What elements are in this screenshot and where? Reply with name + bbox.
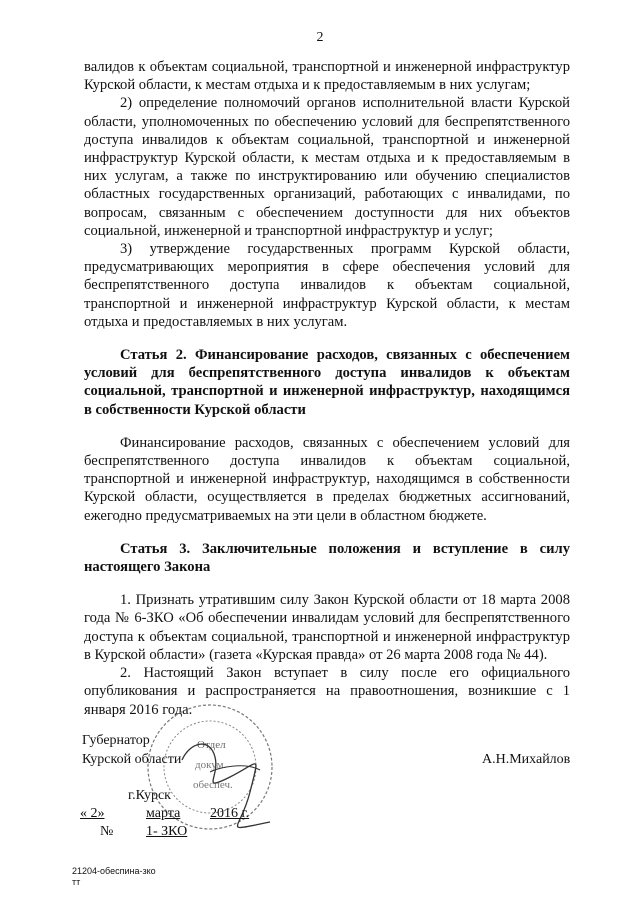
svg-text:докум.: докум. bbox=[195, 759, 227, 771]
article-3-heading: Статья 3. Заключительные положения и вступление в силу настоящего Закона bbox=[84, 540, 570, 576]
svg-text:Отдел: Отдел bbox=[197, 739, 226, 751]
footer-initials: тт bbox=[72, 877, 81, 887]
document-footer bbox=[72, 866, 156, 888]
article-3-item-2: 2. Настоящий Закон вступает в силу после его официального опубликования и распространяется на правоотношения, возникшие с 1 января 2016 года. bbox=[84, 665, 570, 718]
document-body bbox=[84, 58, 570, 719]
article-3-item-1: 1. Признать утратившим силу Закон Курской области от 18 марта 2008 года № 6-ЗКО «Об обеспечении инвалидам условий для беспрепятственного доступа к объектам социальной, транспортной и инженерной инфраструктур в Курской области» (газета «Курская правда» от 26 марта 2008 года № 44). bbox=[84, 592, 570, 663]
governor-name: А.Н.Михайлов bbox=[482, 752, 571, 767]
paragraph-item-2: 2) определение полномочий органов исполнительной власти Курской области, уполномоченных по обеспечению условий для беспрепятственного доступа инвалидов к объектам социальной, транспортной и инженерной инфраструктур Курской области, к местам отдыха и к предоставляемым в них услугам, а также по инструктированию или обучению специалистов областных государственных организаций, работающих с инвалидами, по вопросам, связанным с обеспечением доступности для них объектов социальной, инженерной и транспортной инфраструктур и услуг; bbox=[84, 95, 570, 239]
paragraph-item-3: 3) утверждение государственных программ Курской области, предусматривающих мероприятия в сфере обеспечения условий для беспрепятственного доступа инвалидов к объектам социальной, транспортной и инженерной инфраструктур Курской области, к местам отдыха и предоставляемых в них услугам. bbox=[84, 241, 570, 330]
law-number-label: № bbox=[100, 824, 114, 839]
signing-month: марта bbox=[146, 806, 181, 821]
signing-city: г.Курск bbox=[128, 788, 171, 803]
page-number: 2 bbox=[316, 30, 324, 45]
svg-text:обеспеч.: обеспеч. bbox=[193, 779, 233, 791]
article-2-heading: Статья 2. Финансирование расходов, связанных с обеспечением условий для беспрепятственного доступа инвалидов к объектам социальной, транспортной и инженерной инфраструктур, находящимся в собственности Курской области bbox=[84, 347, 570, 418]
law-number-value: 1- ЗКО bbox=[146, 824, 188, 839]
signing-year: 2016 г. bbox=[210, 806, 250, 821]
footer-file-id: 21204-обеспина-зко bbox=[72, 866, 156, 876]
signing-day: « 2» bbox=[80, 806, 105, 821]
governor-title-line2: Курской области bbox=[82, 752, 182, 767]
paragraph-continuation: валидов к объектам социальной, транспортной и инженерной инфраструктур Курской области, к местам отдыха и к предоставляемым в них услугам; bbox=[84, 59, 570, 94]
governor-title-line1: Губернатор bbox=[82, 733, 150, 748]
article-2-text: Финансирование расходов, связанных с обеспечением условий для беспрепятственного доступа инвалидов к объектам социальной, транспортной и инженерной инфраструктур, находящимся в собственности Курской области, осуществляется в пределах бюджетных ассигнований, ежегодно предусматриваемых на эти цели в областном бюджете. bbox=[84, 434, 570, 524]
